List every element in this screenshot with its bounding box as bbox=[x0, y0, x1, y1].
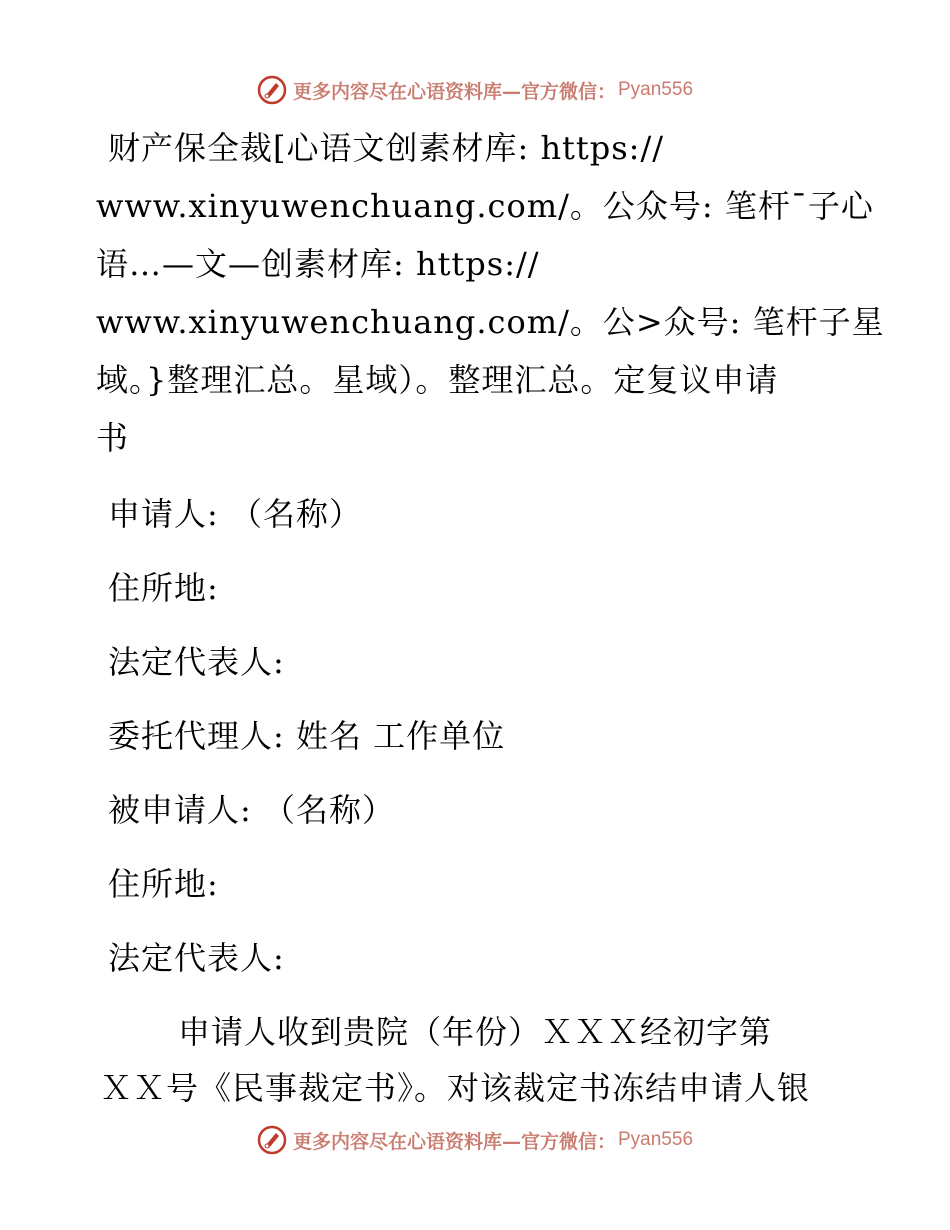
title-line-6: 书 bbox=[96, 419, 130, 457]
footer-banner bbox=[0, 1120, 950, 1160]
banner-handle: Pyan556 bbox=[618, 1129, 694, 1150]
title-line-2: www.xinyuwenchuang.com/。公众号: 笔杆¯子心 bbox=[96, 187, 874, 225]
pen-logo-icon bbox=[257, 1125, 287, 1155]
title-line-4: www.xinyuwenchuang.com/。公>众号: 笔杆子星 bbox=[96, 303, 885, 341]
applicant-legal-rep-field: 法定代表人: bbox=[108, 643, 285, 681]
agent-field: 委托代理人: 姓名 工作单位 bbox=[108, 717, 506, 755]
title-line-5: 域。}整理汇总。星域）。整理汇总。定复议申请 bbox=[96, 361, 779, 399]
applicant-address-field: 住所地: bbox=[108, 569, 219, 607]
respondent-address-field: 住所地: bbox=[108, 865, 219, 903]
respondent-legal-rep-field: 法定代表人: bbox=[108, 939, 285, 977]
title-line-3: 语…—文—创素材库: https:// bbox=[96, 245, 540, 283]
body-line-1: 申请人收到贵院（年份）ＸＸＸ经初字第 bbox=[178, 1013, 773, 1051]
banner-text: 更多内容尽在心语资料库—官方微信： bbox=[292, 80, 616, 103]
banner-handle: Pyan556 bbox=[618, 79, 694, 100]
pen-logo-icon bbox=[257, 75, 287, 105]
body-line-2: ＸＸ号《民事裁定书》。对该裁定书冻结申请人银 bbox=[100, 1069, 811, 1107]
applicant-field: 申请人: （名称） bbox=[108, 495, 362, 533]
title-line-1: 财产保全裁[心语文创素材库: https:// bbox=[108, 129, 665, 167]
banner-text: 更多内容尽在心语资料库—官方微信： bbox=[292, 1130, 616, 1153]
respondent-field: 被申请人: （名称） bbox=[108, 791, 395, 829]
header-banner bbox=[0, 70, 950, 110]
